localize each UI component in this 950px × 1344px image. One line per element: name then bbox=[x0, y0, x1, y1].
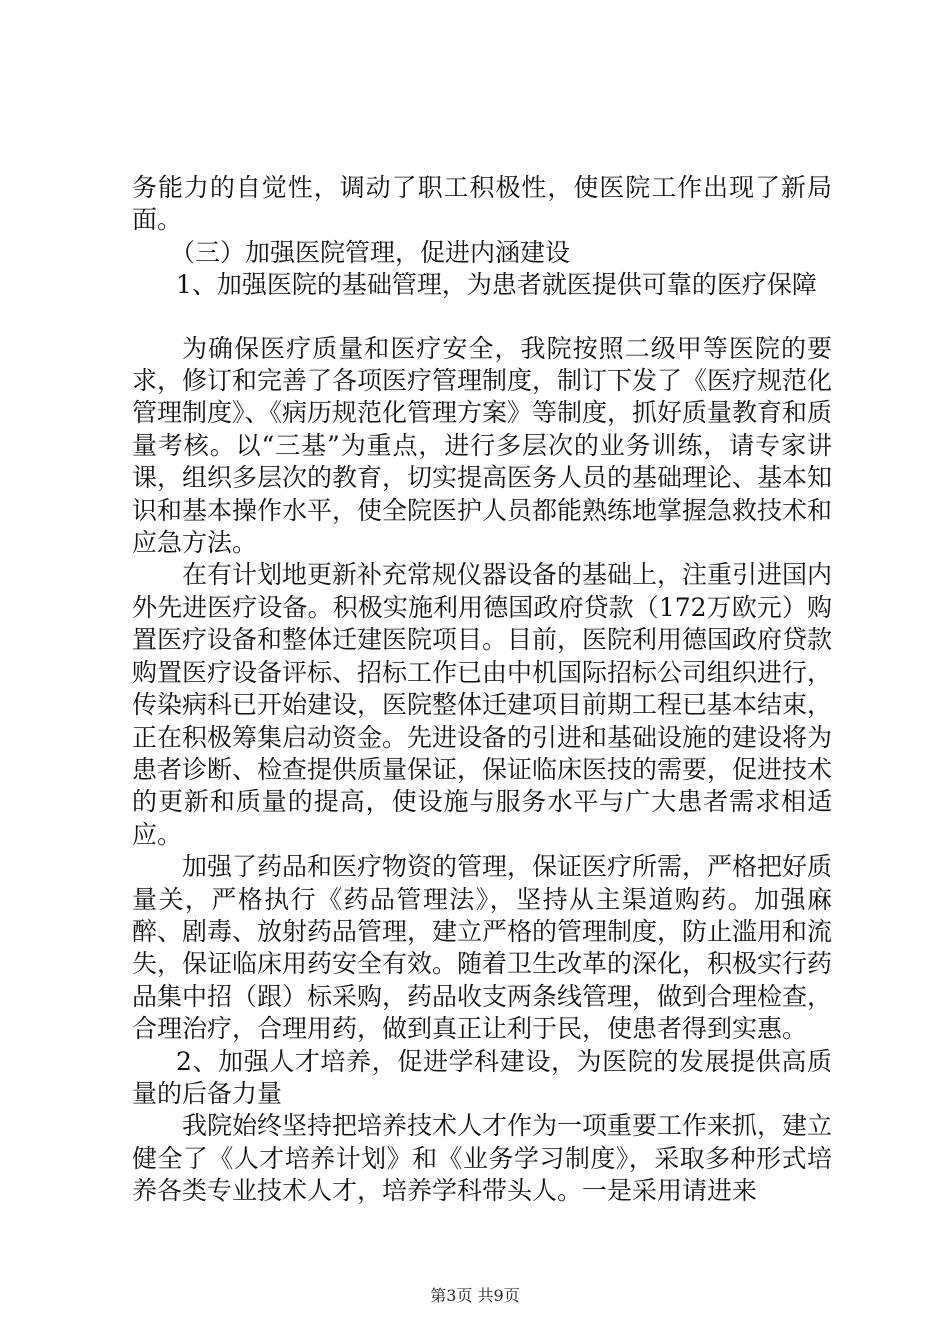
subsection-heading-1: 1、加强医院的基础管理，为患者就医提供可靠的医疗保障 bbox=[176, 270, 817, 300]
section-heading-3: （三）加强医院管理，促进内涵建设 bbox=[170, 237, 571, 267]
body-text bbox=[132, 172, 832, 1208]
paragraph-drugs: 加强了药品和医疗物资的管理，保证医疗所需，严格把好质量关，严格执行《药品管理法》，坚持从主渠道购药。加强麻醉、剧毒、放射药品管理，建立严格的管理制度，防止滥用和流失，保证临床用药安全有效。随着卫生改革的深化，积极实行药品集中招（跟）标采购，药品收支两条线管理，做到合理检查，合理治疗，合理用药，做到真正让利于民，使患者得到实惠。 bbox=[132, 852, 833, 1044]
paragraph-continuation: 务能力的自觉性，调动了职工积极性，使医院工作出现了新局面。 bbox=[132, 173, 832, 235]
blank-line bbox=[132, 302, 832, 333]
paragraph-quality: 为确保医疗质量和医疗安全，我院按照二级甲等医院的要求，修订和完善了各项医疗管理制度，制订下发了《医疗规范化管理制度》、《病历规范化管理方案》等制度，抓好质量教育和质量考核。以“三基”为重点，进行多层次的业务训练，请专家讲课，组织多层次的教育，切实提高医务人员的基础理论、基本知识和基本操作水平，使全院医护人员都能熟练地掌握急救技术和应急方法。 bbox=[132, 333, 833, 558]
paragraph-equipment: 在有计划地更新补充常规仪器设备的基础上，注重引进国内外先进医疗设备。积极实施利用德国政府贷款（172万欧元）购置医疗设备和整体迁建医院项目。目前，医院利用德国政府贷款购置医疗设备评标、招标工作已由中机国际招标公司组织进行，传染病科已开始建设，医院整体迁建项目前期工程已基本结束，正在积极筹集启动资金。先进设备的引进和基础设施的建设将为患者诊断、检查提供质量保证，保证临床医技的需要，促进技术的更新和质量的提高，使设施与服务水平与广大患者需求相适应。 bbox=[132, 560, 833, 849]
subsection-heading-2: 2、加强人才培养，促进学科建设，为医院的发展提供高质量的后备力量 bbox=[132, 1046, 832, 1108]
page-footer: 第3页 共9页 bbox=[430, 1286, 520, 1305]
paragraph-talent: 我院始终坚持把培养技术人才作为一项重要工作来抓，建立健全了《人才培养计划》和《业务学习制度》，采取多种形式培养各类专业技术人才，培养学科带头人。一是采用请进来 bbox=[132, 1111, 833, 1206]
